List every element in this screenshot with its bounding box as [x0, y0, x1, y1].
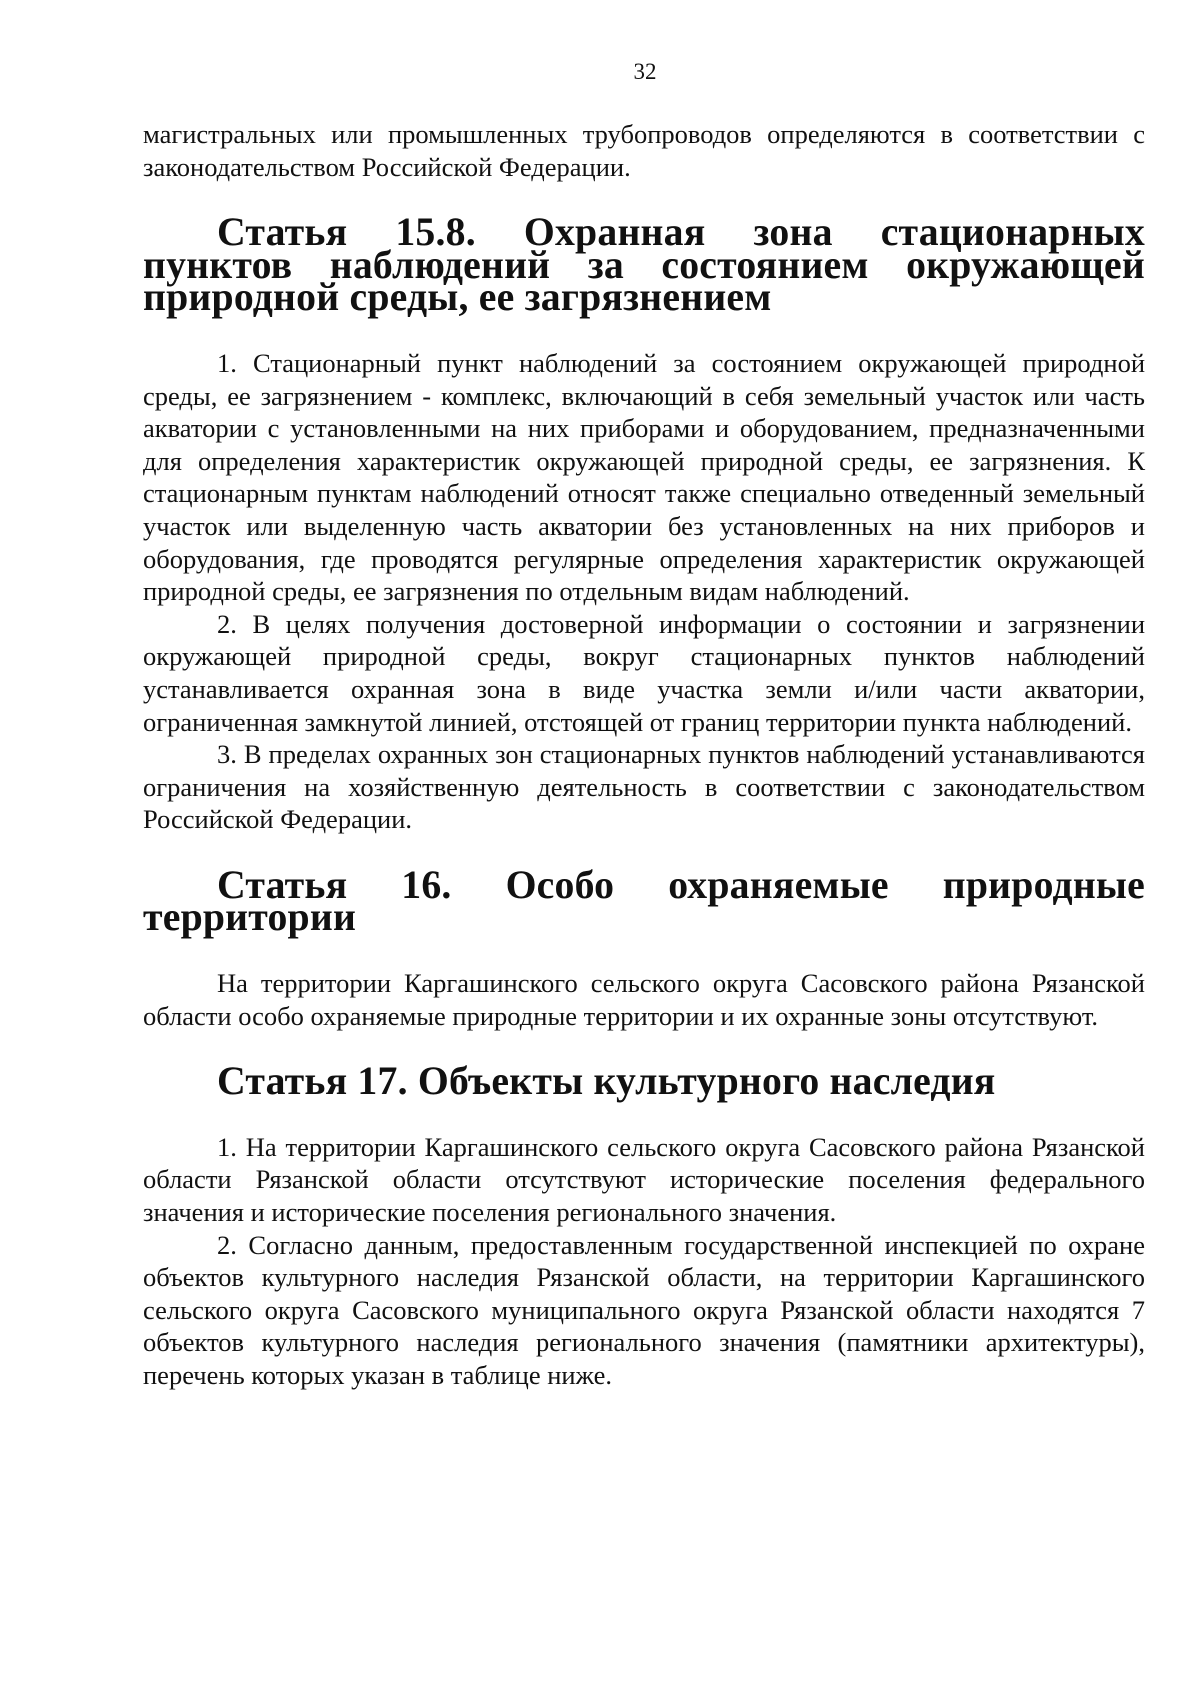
- article-17-title: Статья 17. Объекты культурного наследия: [217, 1059, 996, 1104]
- article-17: [143, 1059, 1145, 1391]
- article-15-8: [143, 210, 1145, 836]
- article-15-8-paragraph-2: 2. В целях получения достоверной информации о состоянии и загрязнении окружающей природной среды, вокруг стационарных пунктов наблюдений устанавливается охранная зона в виде участка земли и/или части акватории, ограниченная замкнутой линией, отстоящей от границ территории пункта наблюдений.: [143, 608, 1145, 737]
- article-17-body: [143, 1131, 1145, 1392]
- article-16-paragraph-1: На территории Каргашинского сельского округа Сасовского района Рязанской области особо охраняемые природные территории и их охранные зоны отсутствуют.: [143, 968, 1145, 1031]
- article-16-title: Статья 16. Особо охраняемые природные территории: [143, 862, 1145, 940]
- article-15-8-title: Статья 15.8. Охранная зона стационарных пунктов наблюдений за состоянием окружающей природной среды, ее загрязнением: [143, 210, 1145, 320]
- article-15-8-paragraph-3: 3. В пределах охранных зон стационарных пунктов наблюдений устанавливаются ограничения на хозяйственную деятельность в соответствии с законодательством Российской Федерации.: [143, 739, 1145, 835]
- article-17-paragraph-1: 1. На территории Каргашинского сельского округа Сасовского района Рязанской области Рязанской области отсутствуют исторические поселения федерального значения и исторические поселения регионального значения.: [143, 1131, 1145, 1228]
- intro-paragraph: магистральных или промышленных трубопроводов определяются в соответствии с законодательством Российской Федерации.: [143, 119, 1145, 182]
- page-number: 32: [633, 59, 657, 84]
- article-17-paragraph-2: 2. Согласно данным, предоставленным государственной инспекцией по охране объектов культурного наследия Рязанской области, на территории Каргашинского сельского округа Сасовского муниципального округа Рязанской области находятся 7 объектов культурного наследия регионального значения (памятники архитектуры), перечень которых указан в таблице ниже.: [143, 1229, 1145, 1390]
- article-16-body: [143, 967, 1145, 1032]
- article-15-8-paragraph-1: 1. Стационарный пункт наблюдений за состоянием окружающей природной среды, ее загрязнением - комплекс, включающий в себя земельный участок или часть акватории с установленными на них приборами и оборудованием, предназначенными для определения характеристик окружающей природной среды, ее загрязнения. К стационарным пунктам наблюдений относят также специально отведенный земельный участок или выделенную часть акватории без установленных на них приборов и оборудования, где проводятся регулярные определения характеристик окружающей природной среды, ее загрязнения по отдельным видам наблюдений.: [143, 347, 1145, 607]
- article-15-8-body: [143, 347, 1145, 836]
- document-body: [143, 118, 1145, 1392]
- article-16: [143, 862, 1145, 1032]
